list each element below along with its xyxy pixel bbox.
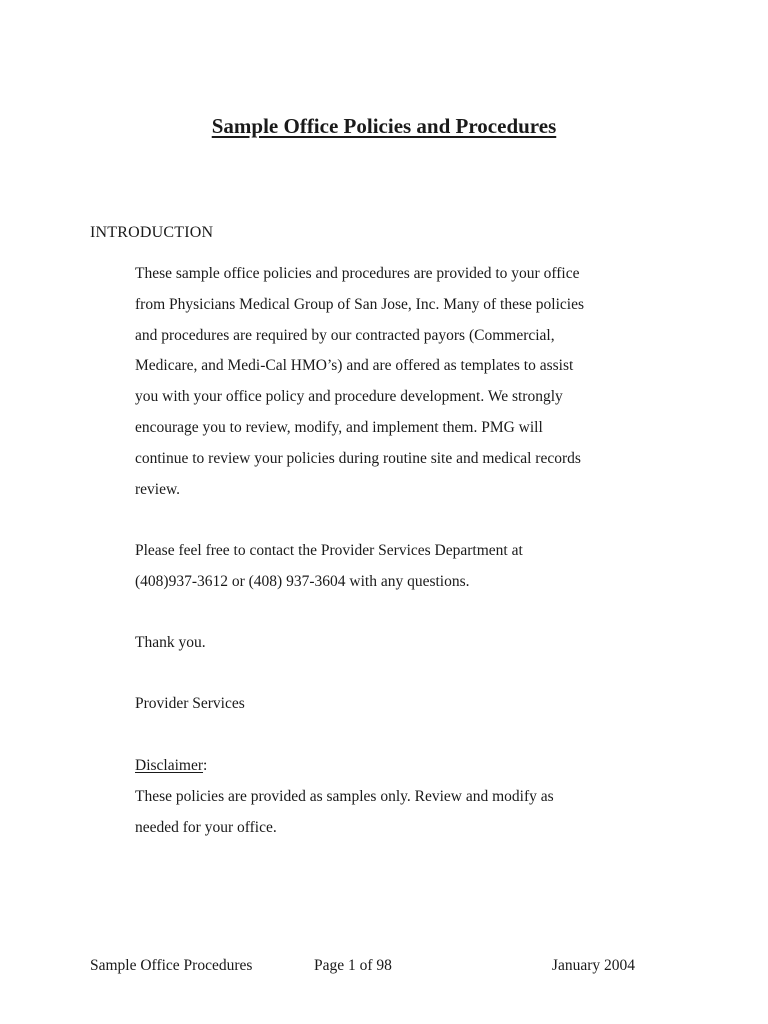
- contact-line: Please feel free to contact the Provider Services Department at: [135, 542, 523, 559]
- footer-page-number: Page 1 of 98: [314, 957, 392, 974]
- intro-line: encourage you to review, modify, and implement them. PMG will: [135, 418, 543, 436]
- intro-line: These sample office policies and procedures are provided to your office: [135, 265, 580, 282]
- contact-line: (408)937-3612 or (408) 937-3604 with any questions.: [135, 572, 470, 590]
- disclaimer-heading: [135, 751, 635, 782]
- disclaimer-line: needed for your office.: [135, 818, 277, 836]
- footer-document-name: Sample Office Procedures: [90, 957, 253, 974]
- signoff-text: Provider Services: [135, 695, 245, 712]
- page-title: Sample Office Policies and Procedures: [211, 114, 557, 138]
- disclaimer-line: These policies are provided as samples only. Review and modify as: [135, 787, 554, 805]
- section-heading-introduction: INTRODUCTION: [90, 224, 214, 241]
- intro-line: review.: [135, 480, 181, 498]
- contact-paragraph: [135, 536, 635, 598]
- thank-you-text: Thank you.: [135, 634, 206, 651]
- page-footer: [90, 957, 635, 979]
- disclaimer-label: Disclaimer: [135, 757, 204, 774]
- intro-paragraph: [135, 259, 635, 505]
- disclaimer-colon: :: [203, 757, 208, 774]
- intro-line: you with your office policy and procedure development. We strongly: [135, 388, 563, 406]
- disclaimer-section: [135, 751, 635, 843]
- intro-line: Medicare, and Medi-Cal HMO’s) and are offered as templates to assist: [135, 357, 574, 375]
- intro-line: from Physicians Medical Group of San Jose, Inc. Many of these policies: [135, 295, 584, 313]
- intro-line: and procedures are required by our contracted payors (Commercial,: [135, 326, 555, 344]
- footer-date: January 2004: [551, 957, 635, 974]
- intro-line: continue to review your policies during routine site and medical records: [135, 449, 581, 467]
